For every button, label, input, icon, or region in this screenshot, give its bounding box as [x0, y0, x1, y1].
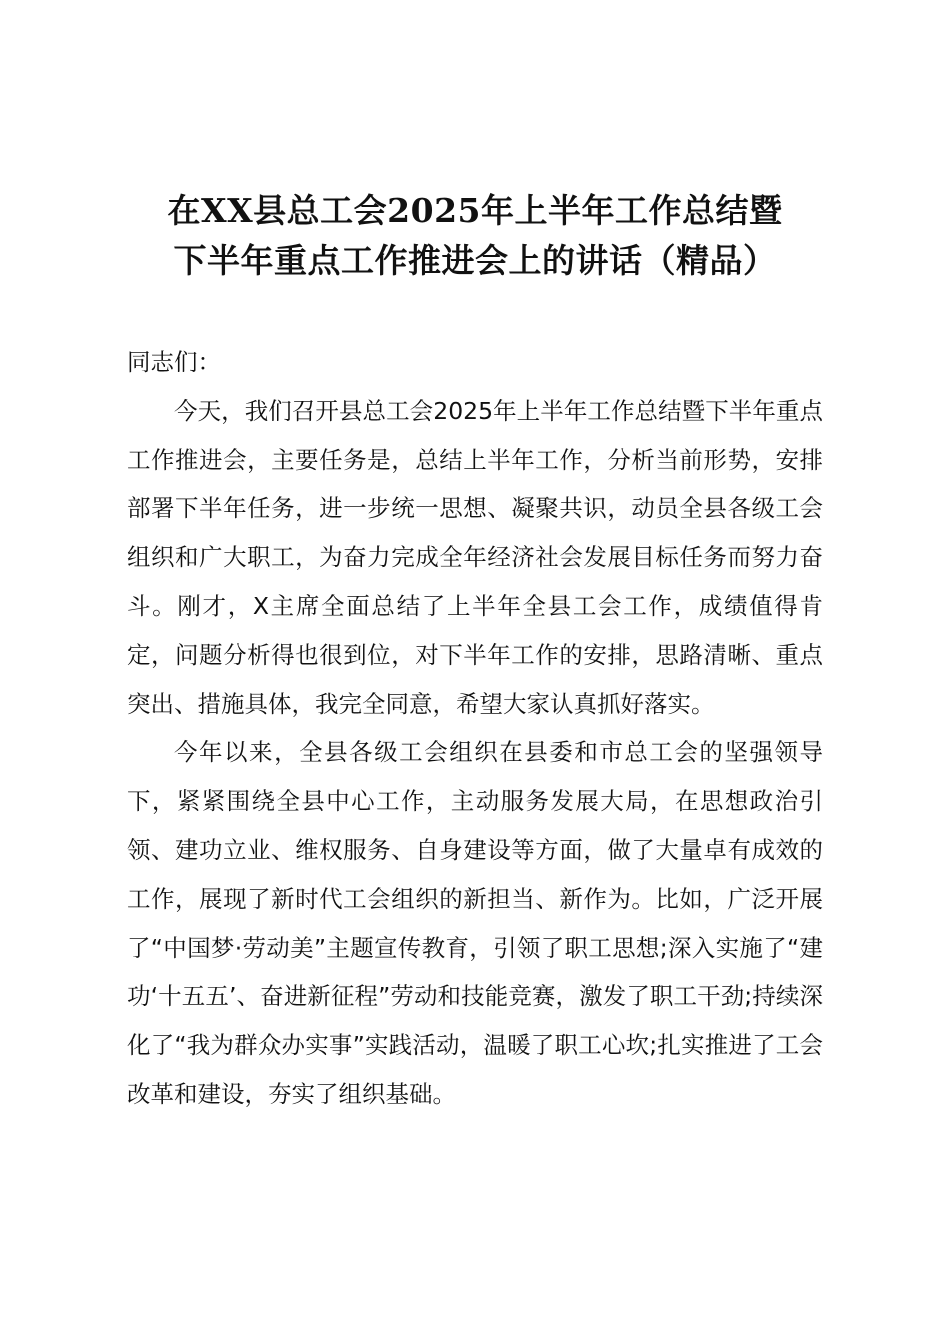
- document-body: [127, 338, 823, 1119]
- title-line-1: 在XX县总工会2025年上半年工作总结暨: [167, 191, 783, 230]
- salutation: 同志们：: [127, 348, 221, 376]
- paragraph-2: 今年以来，全县各级工会组织在县委和市总工会的坚强领导下，紧紧围绕全县中心工作，主动服务发展大局，在思想政治引领、建功立业、维权服务、自身建设等方面，做了大量卓有成效的工作，展现了新时代工会组织的新担当、新作为。比如，广泛开展了“中国梦·劳动美”主题宣传教育，引领了职工思想;深入实施了“建功‘十五五’、奋进新征程”劳动和技能竞赛，激发了职工干劲;持续深化了“我为群众办实事”实践活动，温暖了职工心坎;扎实推进了工会改革和建设，夯实了组织基础。: [127, 738, 823, 1108]
- document-title: [110, 186, 840, 286]
- paragraph-1: 今天，我们召开县总工会2025年上半年工作总结暨下半年重点工作推进会，主要任务是，总结上半年工作，分析当前形势，安排部署下半年任务，进一步统一思想、凝聚共识，动员全县各级工会组织和广大职工，为奋力完成全年经济社会发展目标任务而努力奋斗。刚才，X主席全面总结了上半年全县工会工作，成绩值得肯定，问题分析得也很到位，对下半年工作的安排，思路清晰、重点突出、措施具体，我完全同意，希望大家认真抓好落实。: [127, 396, 823, 718]
- title-line-2: 下半年重点工作推进会上的讲话（精品）: [173, 241, 777, 280]
